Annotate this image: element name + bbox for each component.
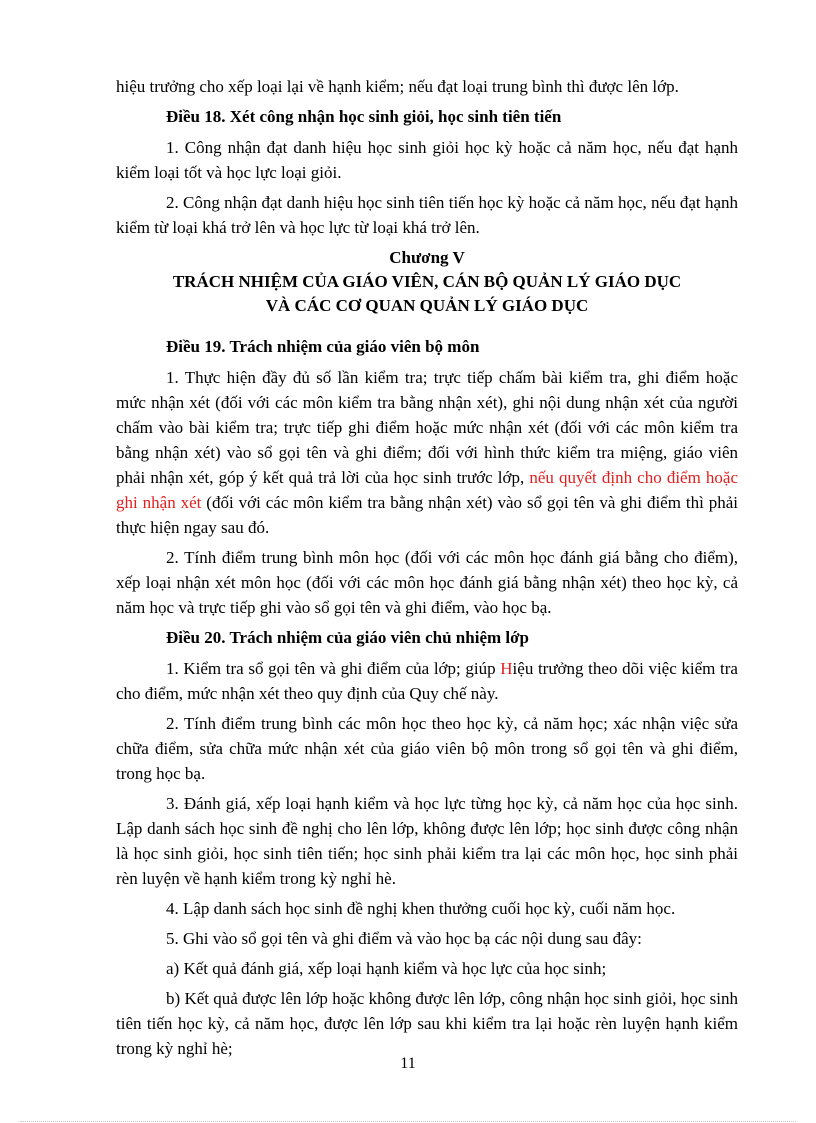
article-20-heading: Điều 20. Trách nhiệm của giáo viên chủ nhiệm lớp [166,628,529,647]
page-number: 11 [400,1055,416,1072]
article-20-clause-4: 4. Lập danh sách học sinh đề nghị khen thưởng cuối học kỳ, cuối năm học. [166,899,676,918]
article-19-highlighted-text: nếu quyết định cho điểm hoặc ghi nhận xét [116,468,738,512]
article-20-clause-2: 2. Tính điểm trung bình các môn học theo học kỳ, cả năm học; xác nhận việc sửa chữa điểm, sửa chữa mức nhận xét của giáo viên bộ môn trong sổ gọi tên và ghi điểm, trong học bạ. [116,714,738,783]
article-20-clause-5b: b) Kết quả được lên lớp hoặc không được lên lớp, công nhận học sinh giỏi, học sinh tiên tiến học kỳ, cả năm học, được lên lớp sau khi kiểm tra lại hoặc rèn luyện hạnh kiểm trong kỳ nghỉ hè; [116,989,738,1058]
article-20-clause-3: 3. Đánh giá, xếp loại hạnh kiểm và học lực từng học kỳ, cả năm học của học sinh. Lập danh sách học sinh đề nghị cho lên lớp, không được lên lớp; học sinh được công nhận là học sinh giỏi, học sinh tiên tiến; học sinh phải kiểm tra lại các môn học, học sinh phải rèn luyện về hạnh kiểm trong kỳ nghỉ hè. [116,794,738,888]
article-20-clause-1-text-a: 1. Kiểm tra sổ gọi tên và ghi điểm của lớp; giúp [166,659,501,678]
article-20-clause-1-text-b: iệu trưởng theo dõi việc kiểm tra cho điểm, mức nhận xét theo quy định của Quy chế này. [116,659,738,703]
chapter-title-line-1: TRÁCH NHIỆM CỦA GIÁO VIÊN, CÁN BỘ QUẢN LÝ GIÁO DỤC [172,272,682,291]
page-bottom-divider [20,1121,796,1122]
article-20-clause-5: 5. Ghi vào sổ gọi tên và ghi điểm và vào học bạ các nội dung sau đây: [166,929,642,948]
article-19-clause-1-text-b: (đối với các môn kiểm tra bằng nhận xét) vào sổ gọi tên và ghi điểm thì phải thực hiện ngay sau đó. [116,493,738,537]
document-page [116,74,738,1066]
article-20-clause-5a: a) Kết quả đánh giá, xếp loại hạnh kiểm và học lực của học sinh; [166,959,607,978]
article-19-clause-1 [116,365,738,540]
chapter-title [116,270,738,318]
article-19-clause-1-text-a: 1. Thực hiện đầy đủ số lần kiểm tra; trực tiếp chấm bài kiểm tra, ghi điểm hoặc mức nhận xét (đối với các môn kiểm tra bằng nhận xét), ghi nội dung nhận xét của người chấm vào bài kiểm tra; trực tiếp ghi điểm hoặc mức nhận xét (đối với các môn kiểm tra bằng nhận xét) vào sổ gọi tên và ghi điểm; đối với hình thức kiểm tra miệng, giáo viên phải nhận xét, góp ý kết quả trả lời của học sinh trước lớp, [116,368,738,487]
article-18-heading: Điều 18. Xét công nhận học sinh giỏi, học sinh tiên tiến [166,107,562,126]
chapter-number: Chương V [389,248,465,267]
chapter-title-line-2: VÀ CÁC CƠ QUAN QUẢN LÝ GIÁO DỤC [265,296,589,315]
article-18-clause-1: 1. Công nhận đạt danh hiệu học sinh giỏi học kỳ hoặc cả năm học, nếu đạt hạnh kiểm loại tốt và học lực loại giỏi. [116,138,738,182]
article-19-clause-2: 2. Tính điểm trung bình môn học (đối với các môn học đánh giá bằng cho điểm), xếp loại nhận xét môn học (đối với các môn học đánh giá bằng nhận xét) theo học kỳ, cả năm học và trực tiếp ghi vào sổ gọi tên và ghi điểm, vào học bạ. [116,548,738,617]
continuation-paragraph: hiệu trưởng cho xếp loại lại về hạnh kiểm; nếu đạt loại trung bình thì được lên lớp. [116,77,679,96]
article-18-clause-2: 2. Công nhận đạt danh hiệu học sinh tiên tiến học kỳ hoặc cả năm học, nếu đạt hạnh kiểm từ loại khá trở lên và học lực từ loại khá trở lên. [116,193,738,237]
article-19-heading: Điều 19. Trách nhiệm của giáo viên bộ môn [166,337,480,356]
article-20-clause-1 [116,656,738,706]
article-20-highlighted-letter: H [500,659,513,678]
